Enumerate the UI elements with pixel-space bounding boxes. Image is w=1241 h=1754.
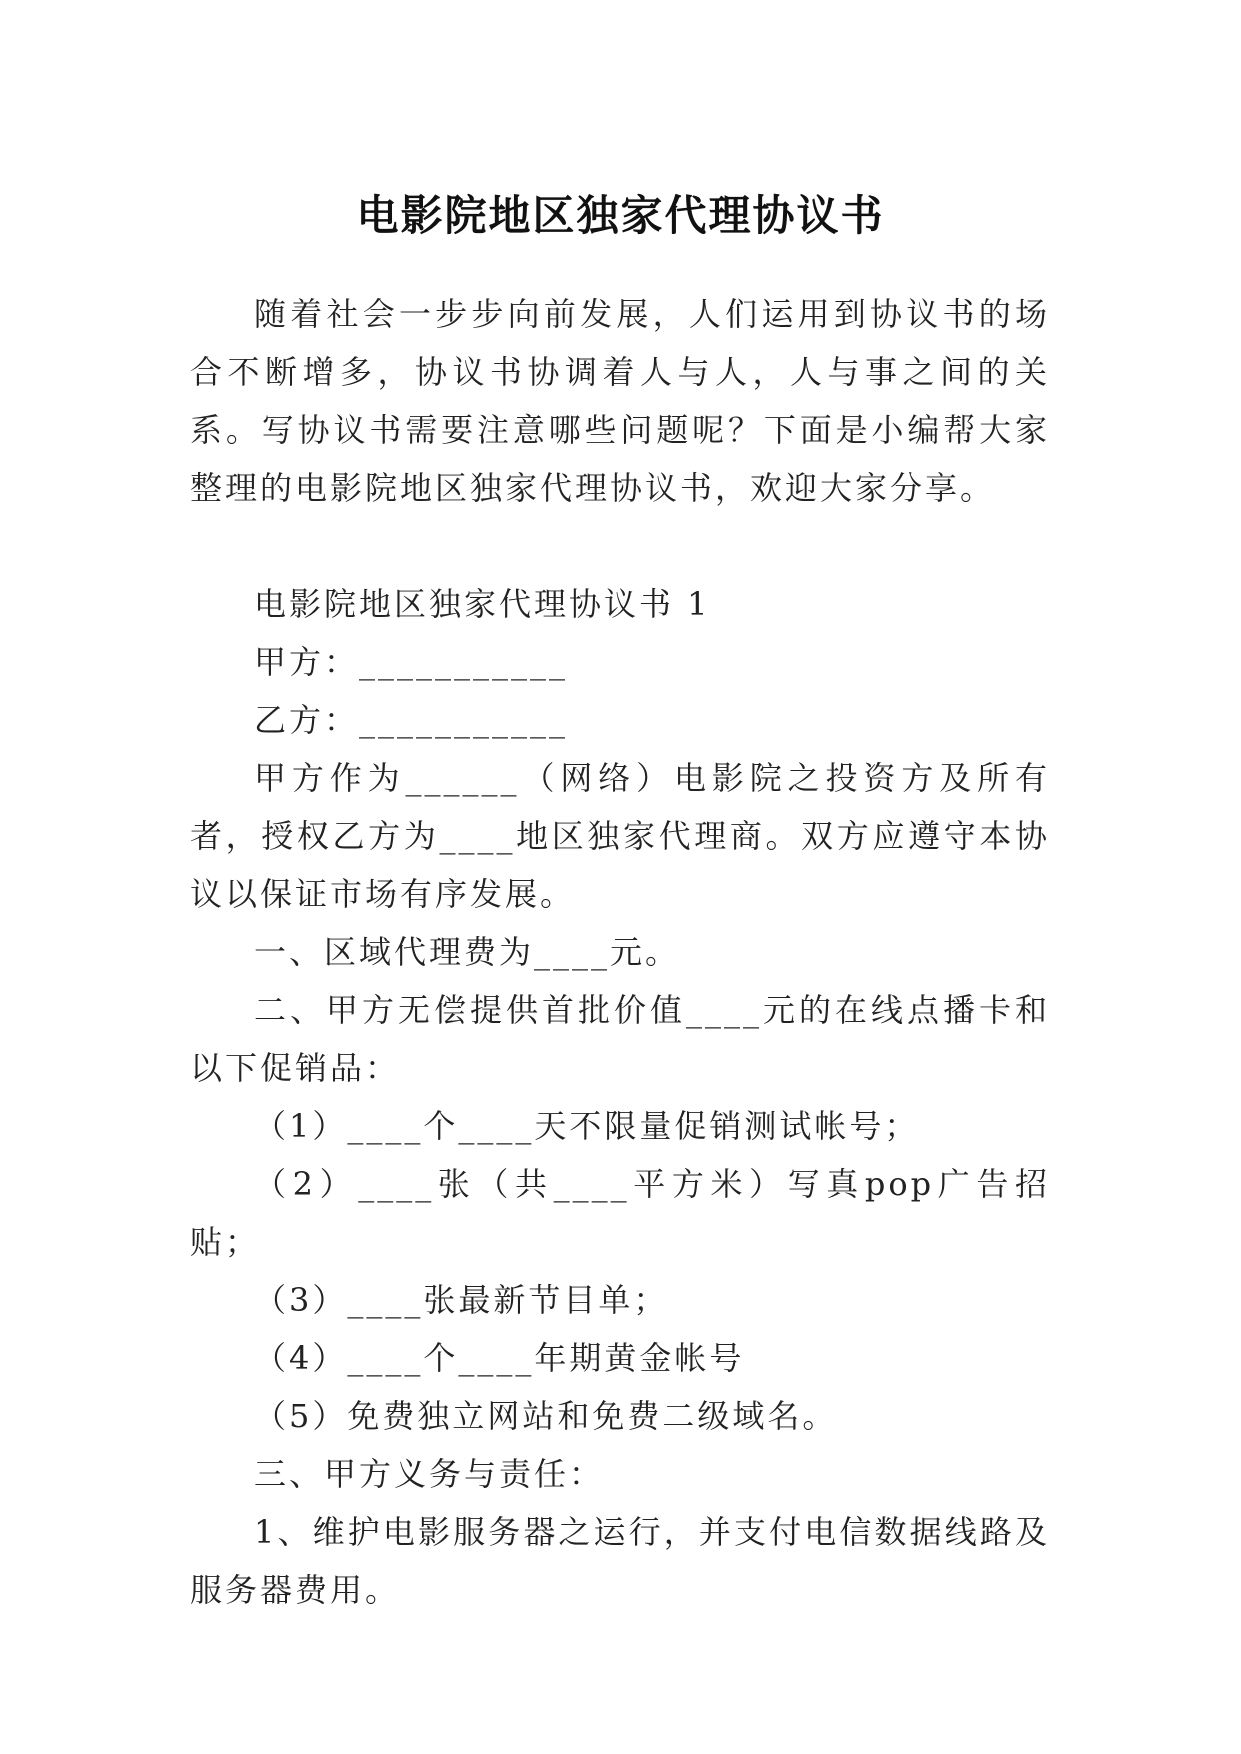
document-title: 电影院地区独家代理协议书 (356, 191, 885, 241)
promo-item-3: （3）____张最新节目单； (254, 1281, 669, 1319)
clause-2: 二、甲方无偿提供首批价值____元的在线点播卡和以下促销品： (190, 991, 1050, 1087)
clause-1: 一、区域代理费为____元。 (254, 933, 681, 971)
promo-item-1: （1）____个____天不限量促销测试帐号； (254, 1107, 920, 1145)
authorization-paragraph: 甲方作为______（网络）电影院之投资方及所有者，授权乙方为____地区独家代理商。双方应遵守本协议以保证市场有序发展。 (190, 759, 1050, 913)
promo-item-5: （5）免费独立网站和免费二级域名。 (254, 1397, 838, 1435)
party-a-line: 甲方：___________ (254, 643, 569, 681)
promo-item-4: （4）____个____年期黄金帐号 (254, 1339, 745, 1377)
party-b-line: 乙方：___________ (254, 701, 569, 739)
agreement-body (190, 575, 1050, 1619)
promo-item-2: （2）____张（共____平方米）写真pop广告招贴； (190, 1165, 1050, 1261)
agreement-heading: 电影院地区独家代理协议书 1 (254, 585, 711, 623)
clause-3-heading: 三、甲方义务与责任： (254, 1455, 605, 1493)
intro-block (190, 285, 1050, 517)
intro-paragraph: 随着社会一步步向前发展，人们运用到协议书的场合不断增多，协议书协调着人与人，人与事之间的关系。写协议书需要注意哪些问题呢？下面是小编帮大家整理的电影院地区独家代理协议书，欢迎大家分享。 (190, 295, 1050, 507)
clause-3-item-1: 1、维护电影服务器之运行，并支付电信数据线路及服务器费用。 (190, 1513, 1050, 1609)
